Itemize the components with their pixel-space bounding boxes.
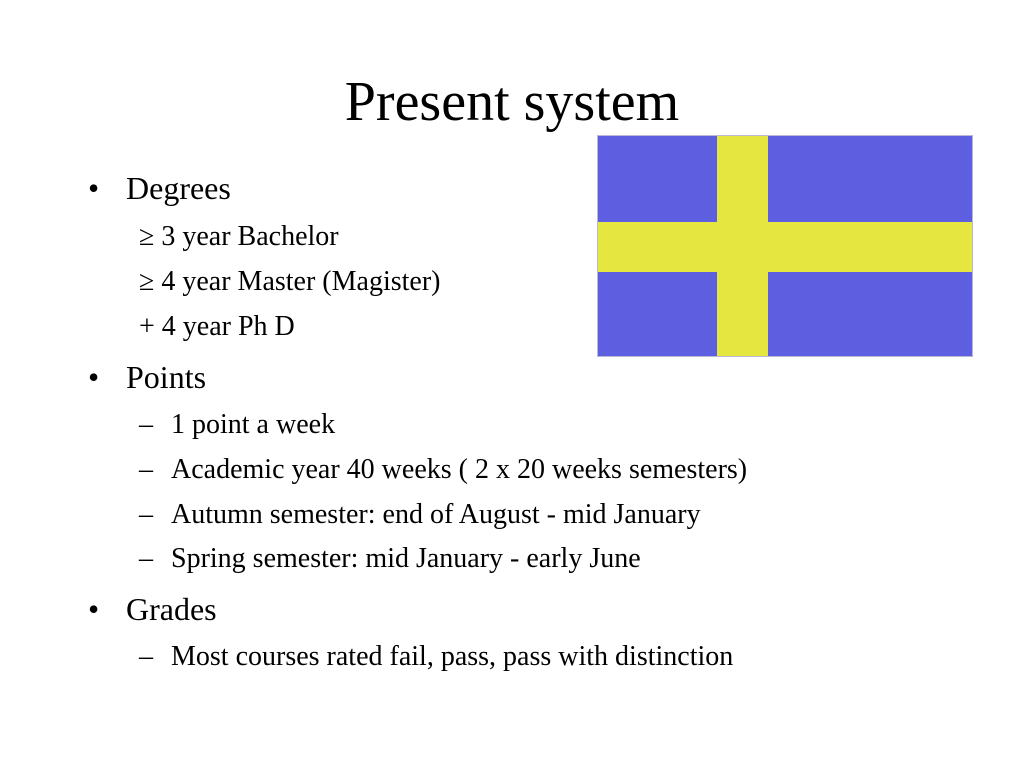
sub-item-text: ≥ 4 year Master (Magister) [139, 266, 441, 297]
sub-item-text: 1 point a week [171, 409, 336, 440]
sub-item-text: Spring semester: mid January - early June [171, 543, 641, 574]
sub-item [139, 497, 701, 533]
sub-item [139, 407, 335, 443]
bullet-grades [88, 589, 217, 629]
bullet-points [88, 357, 206, 397]
sub-item [139, 309, 295, 345]
sub-item-text: Academic year 40 weeks ( 2 x 20 weeks semesters) [171, 454, 748, 485]
sub-item-text: Autumn semester: end of August - mid January [171, 499, 701, 530]
sub-item [139, 452, 747, 488]
bullet-marker: • [88, 359, 100, 395]
dash-marker: – [139, 499, 153, 530]
bullet-marker: • [88, 591, 100, 627]
sub-item-text: ≥ 3 year Bachelor [139, 221, 339, 252]
sub-item-text: Most courses rated fail, pass, pass with distinction [171, 641, 734, 672]
dash-marker: – [139, 641, 153, 672]
bullet-heading: Points [126, 359, 207, 395]
dash-marker: – [139, 543, 153, 574]
bullet-degrees [88, 168, 231, 208]
dash-marker: – [139, 409, 153, 440]
bullet-marker: • [88, 170, 100, 206]
sub-item [139, 541, 641, 577]
sub-item [139, 219, 339, 255]
slide-title: Present system [344, 71, 680, 133]
sub-item-text: + 4 year Ph D [139, 311, 295, 342]
bullet-heading: Degrees [126, 170, 231, 206]
sub-item [139, 639, 733, 675]
sub-item [139, 264, 440, 300]
dash-marker: – [139, 454, 153, 485]
bullet-heading: Grades [126, 591, 217, 627]
